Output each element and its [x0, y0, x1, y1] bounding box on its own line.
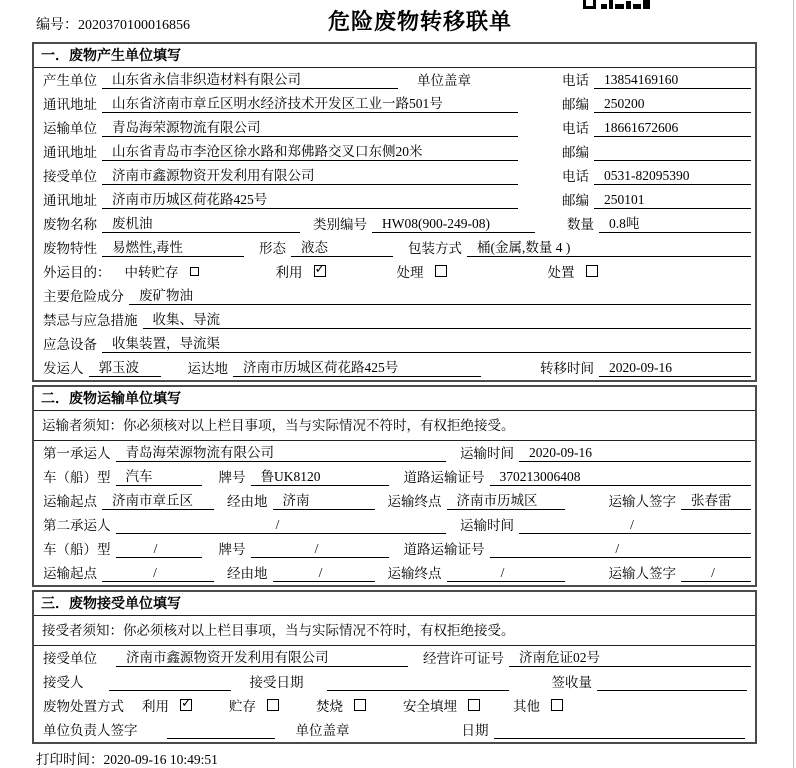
route1-start-label: 运输起点: [43, 494, 97, 509]
waste-form-label: 形态: [259, 241, 286, 256]
measures-value: 收集、导流: [143, 311, 752, 329]
vehicle2-plate-value: /: [251, 540, 389, 558]
checkbox-disposal-landfill: [468, 699, 480, 711]
doc-number-label: 编号：: [36, 18, 78, 33]
producer-phone-value: 13854169160: [594, 71, 751, 89]
accept-date-label: 接受日期: [249, 675, 304, 690]
transporter-zip-value: [594, 144, 751, 161]
producer-row: [34, 68, 755, 92]
measures-label: 禁忌与应急措施: [43, 313, 138, 328]
route2-via-value: /: [273, 564, 375, 582]
waste-name-value: 废机油: [102, 215, 300, 233]
hazard-label: 主要危险成分: [43, 289, 124, 304]
vehicle1-plate-value: 鲁UK8120: [251, 468, 389, 486]
waste-qty-label: 数量: [567, 217, 594, 232]
vehicle1-row: [34, 465, 755, 489]
producer-value: 山东省永信非织造材料有限公司: [102, 71, 398, 89]
disposal-option-landfill-label: 安全填埋: [403, 699, 457, 714]
waste-code-value: HW08(900-249-08): [372, 215, 535, 233]
date-label: 日期: [461, 723, 489, 738]
equipment-label: 应急设备: [43, 337, 97, 352]
equipment-value: 收集装置，导流渠: [102, 335, 751, 353]
waste-traits-label: 废物特性: [43, 241, 97, 256]
purpose-row: [34, 260, 755, 284]
dispatch-row: [34, 356, 755, 380]
accept-unit-label: 接受单位: [43, 651, 97, 666]
carrier1-time-value: 2020-09-16: [519, 444, 751, 462]
operating-license-value: 济南危证02号: [509, 649, 751, 667]
waste-form-value: 液态: [291, 239, 393, 257]
packing-value: 桶(金属,数量 4 ): [467, 239, 751, 257]
receipt-qty-label: 签收量: [551, 675, 592, 690]
waste-name-label: 废物名称: [43, 217, 97, 232]
producer-phone-label: 电话: [562, 73, 589, 88]
purpose-option-treat-label: 处理: [396, 265, 424, 280]
waste-traits-value: 易燃性,毒性: [102, 239, 244, 257]
section2-heading: 二．废物运输单位填写: [34, 387, 755, 411]
hazard-value: 废矿物油: [129, 287, 751, 305]
destination-label: 运达地: [187, 361, 228, 376]
transporter-address-label: 通讯地址: [43, 145, 97, 160]
receiver-value: 济南市鑫源物资开发利用有限公司: [102, 167, 518, 185]
date-value: [494, 722, 746, 739]
receiver-row: [34, 164, 755, 188]
carrier2-label: 第二承运人: [43, 518, 111, 533]
receiver-zip-value: 250101: [594, 191, 751, 209]
receiver-address-row: [34, 188, 755, 212]
equipment-row: [34, 332, 755, 356]
checkbox-disposal-burn: [354, 699, 366, 711]
waste-traits-row: [34, 236, 755, 260]
transporter-phone-label: 电话: [562, 121, 589, 136]
accept-unit-row: [34, 646, 755, 670]
form-body: [32, 42, 757, 747]
signature-row: [34, 718, 755, 742]
doc-number: [36, 14, 190, 34]
receiver-zip-label: 邮编: [562, 193, 589, 208]
transporter-value: 青岛海荣源物流有限公司: [102, 119, 518, 137]
accept-person-value: [109, 674, 231, 691]
vehicle1-license-value: 370213006408: [490, 468, 752, 486]
checkbox-disposal-use: [180, 699, 192, 711]
receiver-phone-label: 电话: [562, 169, 589, 184]
receiver-notice: 接受者须知：你必须核对以上栏目事项，当与实际情况不符时，有权拒绝接受。: [34, 616, 755, 646]
transporter-row: [34, 116, 755, 140]
route2-via-label: 经由地: [227, 566, 268, 581]
operating-license-label: 经营许可证号: [423, 651, 504, 666]
checkbox-dispose: [586, 265, 598, 277]
route1-row: [34, 489, 755, 513]
purpose-option-use-label: 利用: [275, 265, 303, 280]
disposal-option-burn-label: 焚烧: [316, 699, 343, 714]
route2-start-label: 运输起点: [43, 566, 97, 581]
carrier1-label: 第一承运人: [43, 446, 111, 461]
route1-end-label: 运输终点: [387, 494, 442, 509]
checkbox-use: [314, 265, 326, 277]
waste-code-label: 类别编号: [313, 217, 367, 232]
print-time-label: 打印时间：: [36, 752, 104, 767]
accept-person-label: 接受人: [43, 675, 84, 690]
disposal-option-store-label: 贮存: [229, 699, 256, 714]
receiver-phone-value: 0531-82095390: [594, 167, 751, 185]
producer-address-value: 山东省济南市章丘区明水经济技术开发区工业一路501号: [102, 95, 518, 113]
route1-sign-value: 张春雷: [681, 492, 751, 510]
dispatcher-value: 郭玉波: [89, 359, 161, 377]
qr-code-icon: [583, 0, 653, 9]
checkbox-transfer-storage: [190, 267, 199, 276]
disposal-method-label: 废物处置方式: [43, 699, 124, 714]
receipt-qty-value: [597, 674, 747, 691]
vehicle2-license-value: /: [490, 540, 752, 558]
doc-number-value: 2020370100016856: [78, 18, 190, 33]
responsible-sign-label: 单位负责人签字: [43, 723, 138, 738]
section1-heading: 一．废物产生单位填写: [34, 44, 755, 68]
vehicle1-plate-label: 牌号: [218, 470, 246, 485]
transporter-notice: 运输者须知：你必须核对以上栏目事项，当与实际情况不符时，有权拒绝接受。: [34, 411, 755, 441]
route1-via-label: 经由地: [227, 494, 268, 509]
checkbox-disposal-store: [267, 699, 279, 711]
vehicle2-row: [34, 537, 755, 561]
vehicle1-type-value: 汽车: [116, 468, 202, 486]
receiver-address-value: 济南市历城区荷花路425号: [102, 191, 518, 209]
unit-seal-label: 单位盖章: [417, 73, 471, 88]
producer-address-label: 通讯地址: [43, 97, 97, 112]
packing-label: 包装方式: [408, 241, 462, 256]
route1-sign-label: 运输人签字: [608, 494, 676, 509]
acceptance-row: [34, 670, 755, 694]
carrier2-time-value: /: [519, 516, 751, 534]
carrier1-row: [34, 441, 755, 465]
route1-via-value: 济南: [273, 492, 375, 510]
vehicle1-license-label: 道路运输证号: [403, 470, 485, 485]
transporter-address-row: [34, 140, 755, 164]
checkbox-treat: [435, 265, 447, 277]
carrier2-time-label: 运输时间: [460, 518, 514, 533]
route2-sign-value: /: [681, 564, 751, 582]
transporter-address-value: 山东省青岛市李沧区徐水路和郑佛路交叉口东侧20米: [102, 143, 518, 161]
print-time: [36, 748, 218, 768]
section-producer: [32, 42, 757, 382]
hazard-row: [34, 284, 755, 308]
measures-row: [34, 308, 755, 332]
accept-unit-value: 济南市鑫源物资开发利用有限公司: [116, 649, 408, 667]
transporter-phone-value: 18661672606: [594, 119, 751, 137]
carrier1-time-label: 运输时间: [460, 446, 514, 461]
section-transport: [32, 385, 757, 587]
purpose-option-dispose-label: 处置: [547, 265, 575, 280]
producer-zip-value: 250200: [594, 95, 751, 113]
carrier2-row: [34, 513, 755, 537]
section-receiver: [32, 590, 757, 744]
page-title: 危险废物转移联单: [328, 9, 513, 34]
disposal-method-row: [34, 694, 755, 718]
purpose-label: 外运目的：: [43, 265, 111, 280]
print-time-value: 2020-09-16 10:49:51: [103, 752, 218, 767]
unit-seal2-label: 单位盖章: [295, 723, 350, 738]
transporter-zip-label: 邮编: [562, 145, 589, 160]
route1-end-value: 济南市历城区: [447, 492, 565, 510]
purpose-option-transfer-label: 中转贮存: [124, 265, 179, 280]
route2-sign-label: 运输人签字: [608, 566, 676, 581]
producer-zip-label: 邮编: [562, 97, 589, 112]
checkbox-disposal-other: [551, 699, 563, 711]
transfer-time-value: 2020-09-16: [599, 359, 751, 377]
receiver-address-label: 通讯地址: [43, 193, 97, 208]
section3-heading: 三．废物接受单位填写: [34, 592, 755, 616]
accept-date-value: [327, 674, 509, 691]
waste-name-row: [34, 212, 755, 236]
producer-label: 产生单位: [43, 73, 97, 88]
vehicle2-plate-label: 牌号: [218, 542, 246, 557]
vehicle1-type-label: 车（船）型: [43, 470, 111, 485]
disposal-option-other-label: 其他: [513, 699, 540, 714]
carrier2-value: /: [116, 516, 446, 534]
route1-start-value: 济南市章丘区: [102, 492, 214, 510]
route2-row: [34, 561, 755, 585]
dispatcher-label: 发运人: [43, 361, 84, 376]
vehicle2-license-label: 道路运输证号: [403, 542, 485, 557]
vehicle2-type-value: /: [116, 540, 202, 558]
disposal-option-use-label: 利用: [142, 699, 169, 714]
destination-value: 济南市历城区荷花路425号: [233, 359, 481, 377]
producer-address-row: [34, 92, 755, 116]
route2-end-value: /: [447, 564, 565, 582]
page-right-edge: [793, 0, 794, 768]
transfer-time-label: 转移时间: [540, 361, 594, 376]
waste-qty-value: 0.8吨: [599, 215, 751, 233]
route2-end-label: 运输终点: [387, 566, 442, 581]
route2-start-value: /: [102, 564, 214, 582]
transporter-label: 运输单位: [43, 121, 97, 136]
carrier1-value: 青岛海荣源物流有限公司: [116, 444, 446, 462]
receiver-label: 接受单位: [43, 169, 97, 184]
vehicle2-type-label: 车（船）型: [43, 542, 111, 557]
responsible-sign-value: [167, 722, 275, 739]
